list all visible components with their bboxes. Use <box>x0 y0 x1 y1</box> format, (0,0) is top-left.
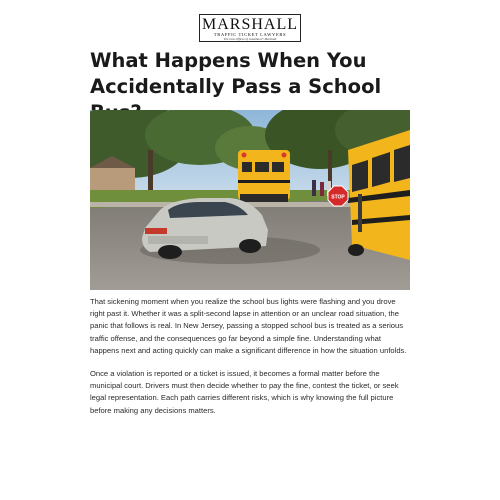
article-hero-image <box>90 110 410 290</box>
logo-subtitle: TRAFFIC TICKET LAWYERS <box>213 32 287 37</box>
near-school-bus <box>348 130 410 260</box>
logo-name: MARSHALL <box>201 16 298 33</box>
school-bus-scene <box>90 110 410 290</box>
article-paragraph-1: That sickening moment when you realize the school bus lights were flashing and you drove right past it. Whether it was a split-second lapse in attention or an unclear road situation, the panic that follows is real. In New Jersey, passing a stopped school bus is treated as a serious traffic offense, and the consequences go far beyond a simple fine. Understanding what happens next and acting quickly can make a significant difference in how the situation unfolds. <box>90 297 407 355</box>
logo-tagline: The Law Offices of Jonathan F. Marshall <box>223 37 277 41</box>
article-paragraph-2: Once a violation is reported or a ticket is issued, it becomes a formal matter before the municipal court. Drivers must then decide whether to pay the fine, contest the ticket, or seek legal representation. Each path carries different risks, which is why knowing the full picture before making any decisions matters. <box>90 369 399 415</box>
marshall-logo[interactable] <box>199 14 301 42</box>
stop-sign <box>328 186 348 206</box>
distant-school-bus <box>238 150 290 202</box>
article-title: What Happens When You Accidentally Pass a School <box>90 49 382 98</box>
stop-sign-text: STOP <box>331 194 345 201</box>
